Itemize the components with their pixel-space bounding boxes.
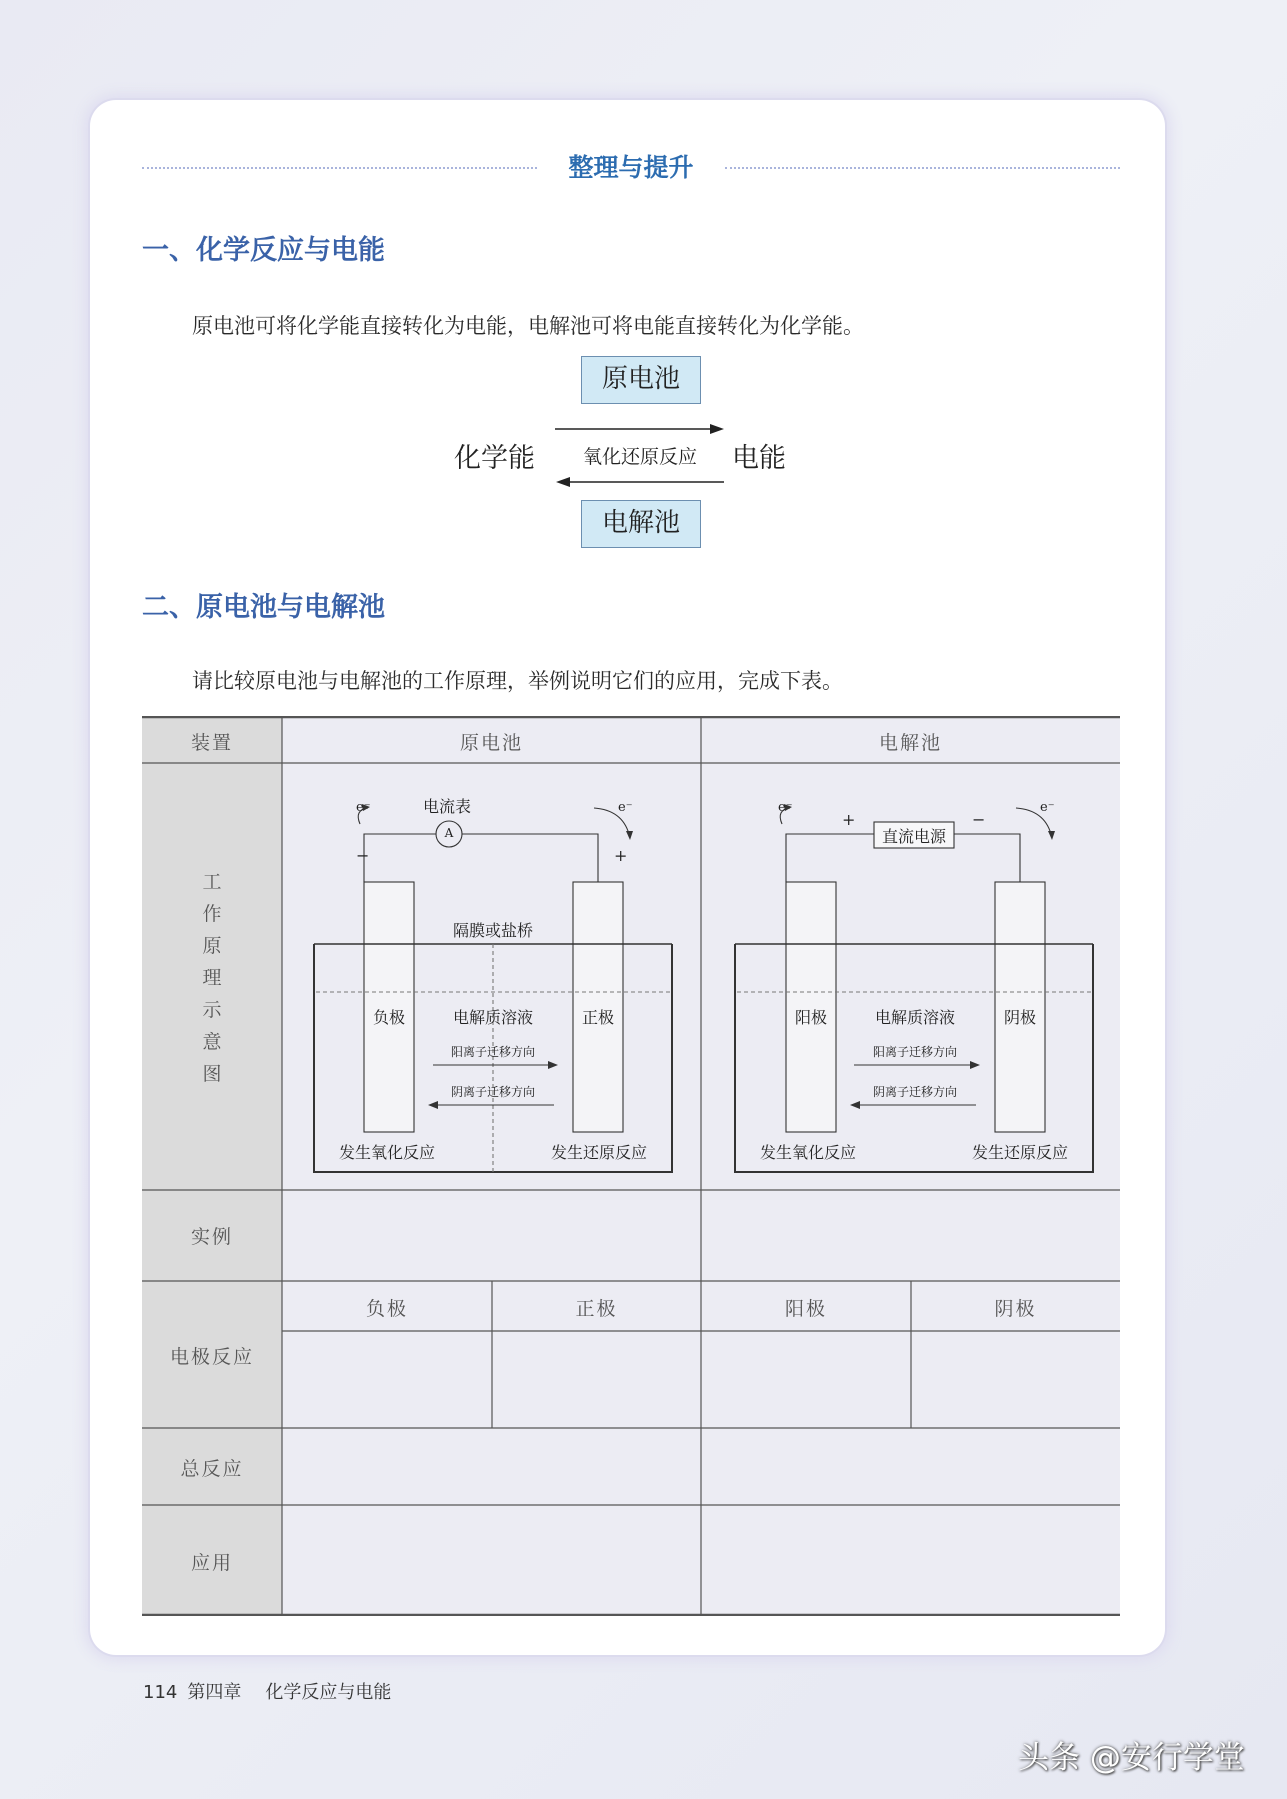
row-diagram-label: 工作原理示意图 (202, 871, 222, 1085)
galvanic-cell-box: 原电池 (581, 356, 701, 404)
galvanic-anion-label: 阴离子迁移方向 (450, 1085, 535, 1099)
electrolytic-cell-box: 电解池 (581, 500, 701, 548)
electrolytic-sign-positive: + (842, 810, 856, 829)
header-device: 装置 (190, 732, 233, 754)
galvanic-sign-positive: + (614, 846, 628, 865)
galvanic-reduction-label: 发生还原反应 (550, 1143, 647, 1162)
section2-paragraph: 请比较原电池与电解池的工作原理，举例说明它们的应用，完成下表。 (192, 669, 843, 693)
chemical-energy-label: 化学能 (454, 443, 535, 474)
sub-positive: 正极 (575, 1298, 618, 1320)
ammeter-label: 电流表 (422, 797, 471, 816)
page-footer (143, 1678, 391, 1704)
galvanic-negative-label: 负极 (372, 1008, 405, 1027)
electrolytic-anode-label: 阳极 (794, 1008, 827, 1027)
electrolytic-electron-right: e⁻ (1040, 800, 1055, 815)
electrolytic-wire-left (786, 834, 874, 882)
sub-cathode: 阴极 (994, 1298, 1037, 1320)
membrane-label: 隔膜或盐桥 (452, 921, 533, 940)
electrolytic-reduction-label: 发生还原反应 (971, 1143, 1068, 1162)
electrolytic-oxidation-label: 发生氧化反应 (759, 1143, 856, 1162)
row-total-label: 总反应 (180, 1458, 244, 1480)
header-electrolytic: 电解池 (878, 732, 942, 754)
electrolytic-solution-label: 电解质溶液 (874, 1008, 955, 1027)
ammeter-symbol: A (444, 826, 454, 840)
section1-heading: 一、化学反应与电能 (142, 235, 385, 266)
galvanic-oxidation-label: 发生氧化反应 (338, 1143, 435, 1162)
chapter-number: 第四章 (187, 1682, 242, 1703)
comparison-table (142, 716, 1120, 1616)
electrolytic-electron-left: e⁻ (778, 800, 793, 815)
row-example-label: 实例 (190, 1226, 233, 1248)
row-application-label: 应用 (190, 1552, 233, 1574)
electrolytic-diagram (142, 716, 1120, 1616)
header-title: 整理与提升 (552, 153, 709, 182)
electric-energy-label: 电能 (732, 443, 786, 474)
sub-negative: 负极 (365, 1298, 408, 1320)
electrolytic-cathode-label: 阴极 (1003, 1008, 1036, 1027)
watermark: 头条 @安行学堂 (1018, 1740, 1245, 1776)
section-header (142, 150, 1120, 190)
redox-label: 氧化还原反应 (582, 446, 697, 468)
galvanic-positive-label: 正极 (581, 1008, 614, 1027)
chapter-title: 化学反应与电能 (265, 1682, 392, 1703)
section2-heading: 二、原电池与电解池 (142, 592, 385, 623)
galvanic-solution-label: 电解质溶液 (452, 1008, 533, 1027)
galvanic-sign-negative: − (356, 846, 370, 865)
galvanic-electron-left: e⁻ (356, 800, 371, 815)
galvanic-cation-label: 阳离子迁移方向 (450, 1045, 535, 1059)
electrolytic-sign-negative: − (972, 810, 986, 829)
galvanic-electron-right: e⁻ (618, 800, 633, 815)
section1-paragraph: 原电池可将化学能直接转化为电能，电解池可将电能直接转化为化学能。 (192, 314, 864, 338)
row-electrode-label: 电极反应 (169, 1346, 254, 1368)
electrolytic-anion-label: 阴离子迁移方向 (872, 1085, 957, 1099)
sub-anode: 阳极 (784, 1298, 827, 1320)
dc-power-label: 直流电源 (881, 827, 946, 846)
header-galvanic: 原电池 (459, 732, 523, 754)
electrolytic-wire-right (954, 834, 1020, 882)
electrolytic-cation-label: 阳离子迁移方向 (872, 1045, 957, 1059)
page-number: 114 (143, 1682, 178, 1703)
